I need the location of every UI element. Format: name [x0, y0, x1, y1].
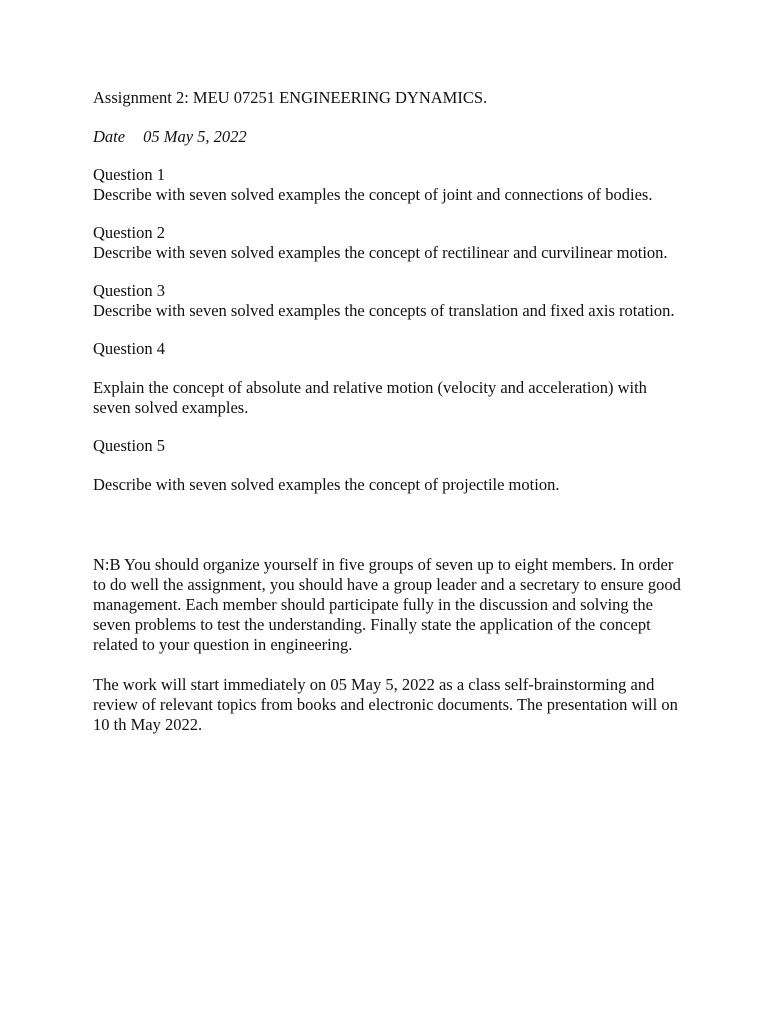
question-1-heading: Question 1: [93, 165, 165, 184]
question-3-text: Describe with seven solved examples the concepts of translation and fixed axis rotation.: [93, 301, 675, 320]
question-1-text: Describe with seven solved examples the concept of joint and connections of bodies.: [93, 185, 653, 204]
question-1: [93, 165, 683, 205]
question-5-text: Describe with seven solved examples the concept of projectile motion.: [93, 475, 560, 494]
date-value: 05 May 5, 2022: [143, 127, 247, 146]
nb-note: N:B You should organize yourself in five groups of seven up to eight members. In order to do well the assignment, you should have a group leader and a secretary to ensure good management. Each member should participate fully in the discussion and solving the seven problems to test the understanding. Finally state the application of the concept related to your question in engineering.: [93, 555, 681, 654]
question-4-heading: Question 4: [93, 339, 165, 358]
question-2-text: Describe with seven solved examples the concept of rectilinear and curvilinear motion.: [93, 243, 668, 262]
question-4-text: Explain the concept of absolute and relative motion (velocity and acceleration) with seven solved examples.: [93, 378, 647, 417]
question-2-heading: Question 2: [93, 223, 165, 242]
question-3: [93, 281, 683, 321]
question-5: [93, 436, 683, 495]
question-2: [93, 223, 683, 263]
assignment-title: Assignment 2: MEU 07251 ENGINEERING DYNAMICS.: [93, 88, 488, 107]
question-4: [93, 339, 683, 418]
question-5-heading: Question 5: [93, 436, 165, 455]
date-label: Date: [93, 127, 126, 146]
date-row: [93, 127, 683, 147]
question-3-heading: Question 3: [93, 281, 165, 300]
work-note: The work will start immediately on 05 May 5, 2022 as a class self-brainstorming and review of relevant topics from books and electronic documents. The presentation will on 10 th May 2022.: [93, 675, 678, 734]
document-page: [93, 88, 683, 735]
